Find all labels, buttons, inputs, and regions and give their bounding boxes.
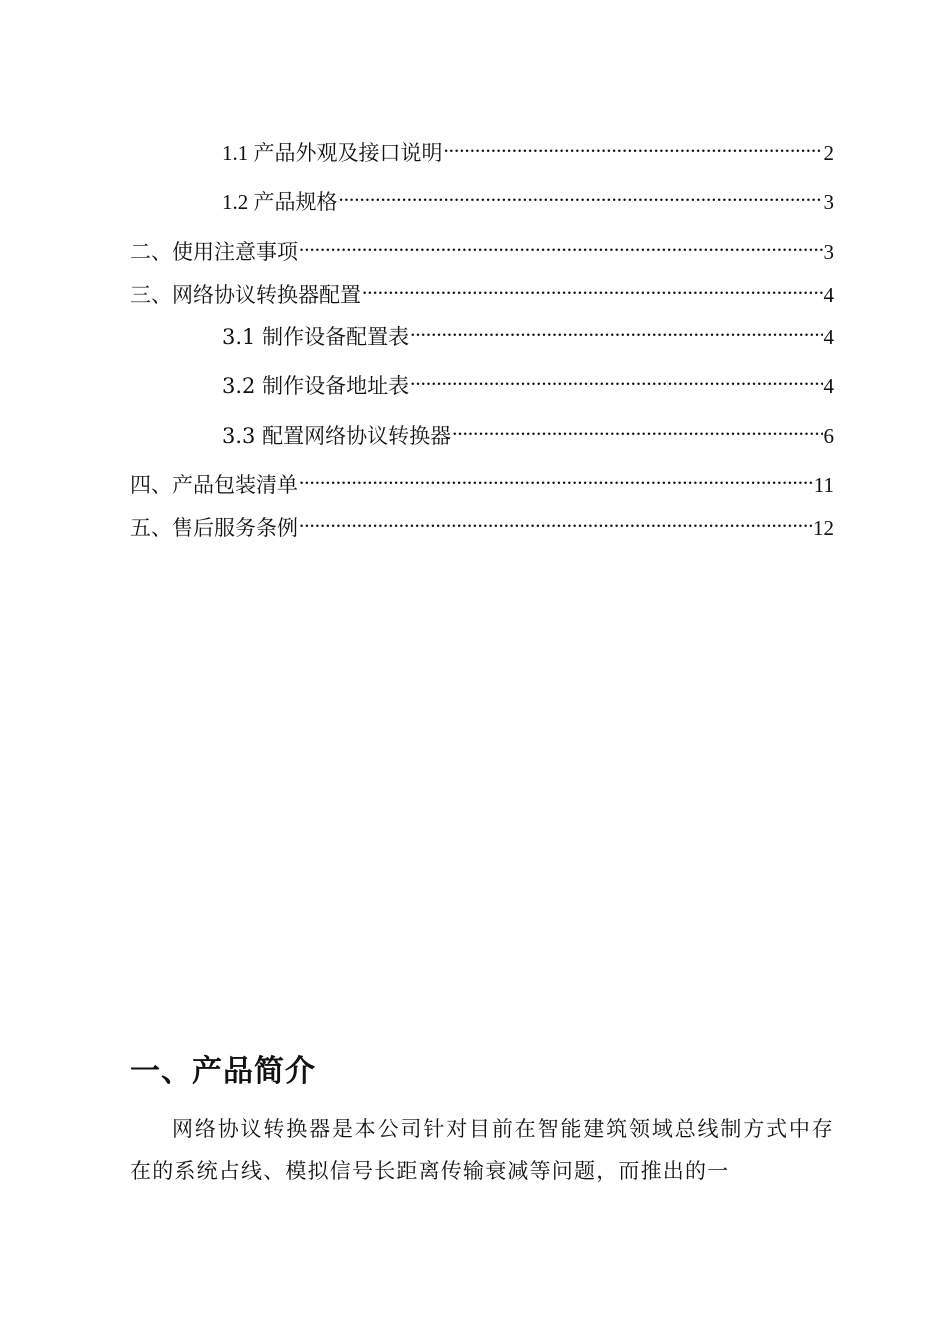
- body-paragraph: 网络协议转换器是本公司针对目前在智能建筑领域总线制方式中存在的系统占线、模拟信号长距离传输衰减等问题，而推出的一: [130, 1117, 834, 1183]
- toc-dot-leader: [299, 509, 812, 535]
- toc-entry[interactable]: [222, 183, 834, 215]
- toc-entry-title: 五、售后服务条例: [130, 516, 298, 540]
- toc-entry-title: 三、网络协议转换器配置: [130, 283, 361, 307]
- toc-dot-leader: [452, 417, 822, 443]
- toc-entry-title: 3.3 配置网络协议转换器: [222, 424, 452, 448]
- toc-entry[interactable]: [130, 276, 834, 308]
- toc-dot-leader: [299, 233, 823, 259]
- toc-entry[interactable]: [130, 509, 834, 541]
- toc-entry-title: 3.2 制作设备地址表: [222, 374, 410, 398]
- toc-entry-title: 四、产品包装清单: [130, 473, 298, 497]
- toc-entry-page: 6: [823, 424, 834, 448]
- toc-entry-title: 二、使用注意事项: [130, 240, 298, 264]
- toc-entry-title: 1.1 产品外观及接口说明: [222, 141, 443, 165]
- toc-dot-leader: [410, 367, 822, 393]
- toc-entry-page: 12: [813, 516, 834, 540]
- toc-entry[interactable]: [222, 134, 834, 166]
- toc-entry[interactable]: [130, 233, 834, 265]
- toc-entry-page: 4: [823, 374, 834, 398]
- toc-entry[interactable]: [222, 367, 834, 399]
- toc-dot-leader: [362, 276, 823, 302]
- toc-dot-leader: [410, 318, 822, 344]
- toc-dot-leader: [444, 134, 823, 160]
- toc-entry[interactable]: [130, 466, 834, 498]
- toc-entry-page: 2: [823, 141, 834, 165]
- toc-dot-leader: [299, 466, 813, 492]
- toc-entry-title: 3.1 制作设备配置表: [222, 325, 410, 349]
- toc-entry[interactable]: [222, 417, 834, 449]
- toc-entry-page: 3: [823, 240, 834, 264]
- toc-entry-page: 4: [823, 283, 834, 307]
- section-heading: 一、产品简介: [130, 1054, 316, 1089]
- toc-entry-title: 1.2 产品规格: [222, 190, 338, 214]
- toc-entry[interactable]: [222, 318, 834, 350]
- toc-entry-page: 11: [813, 473, 834, 497]
- toc-dot-leader: [339, 183, 823, 209]
- toc-entry-page: 4: [823, 325, 834, 349]
- toc-entry-page: 3: [823, 190, 834, 214]
